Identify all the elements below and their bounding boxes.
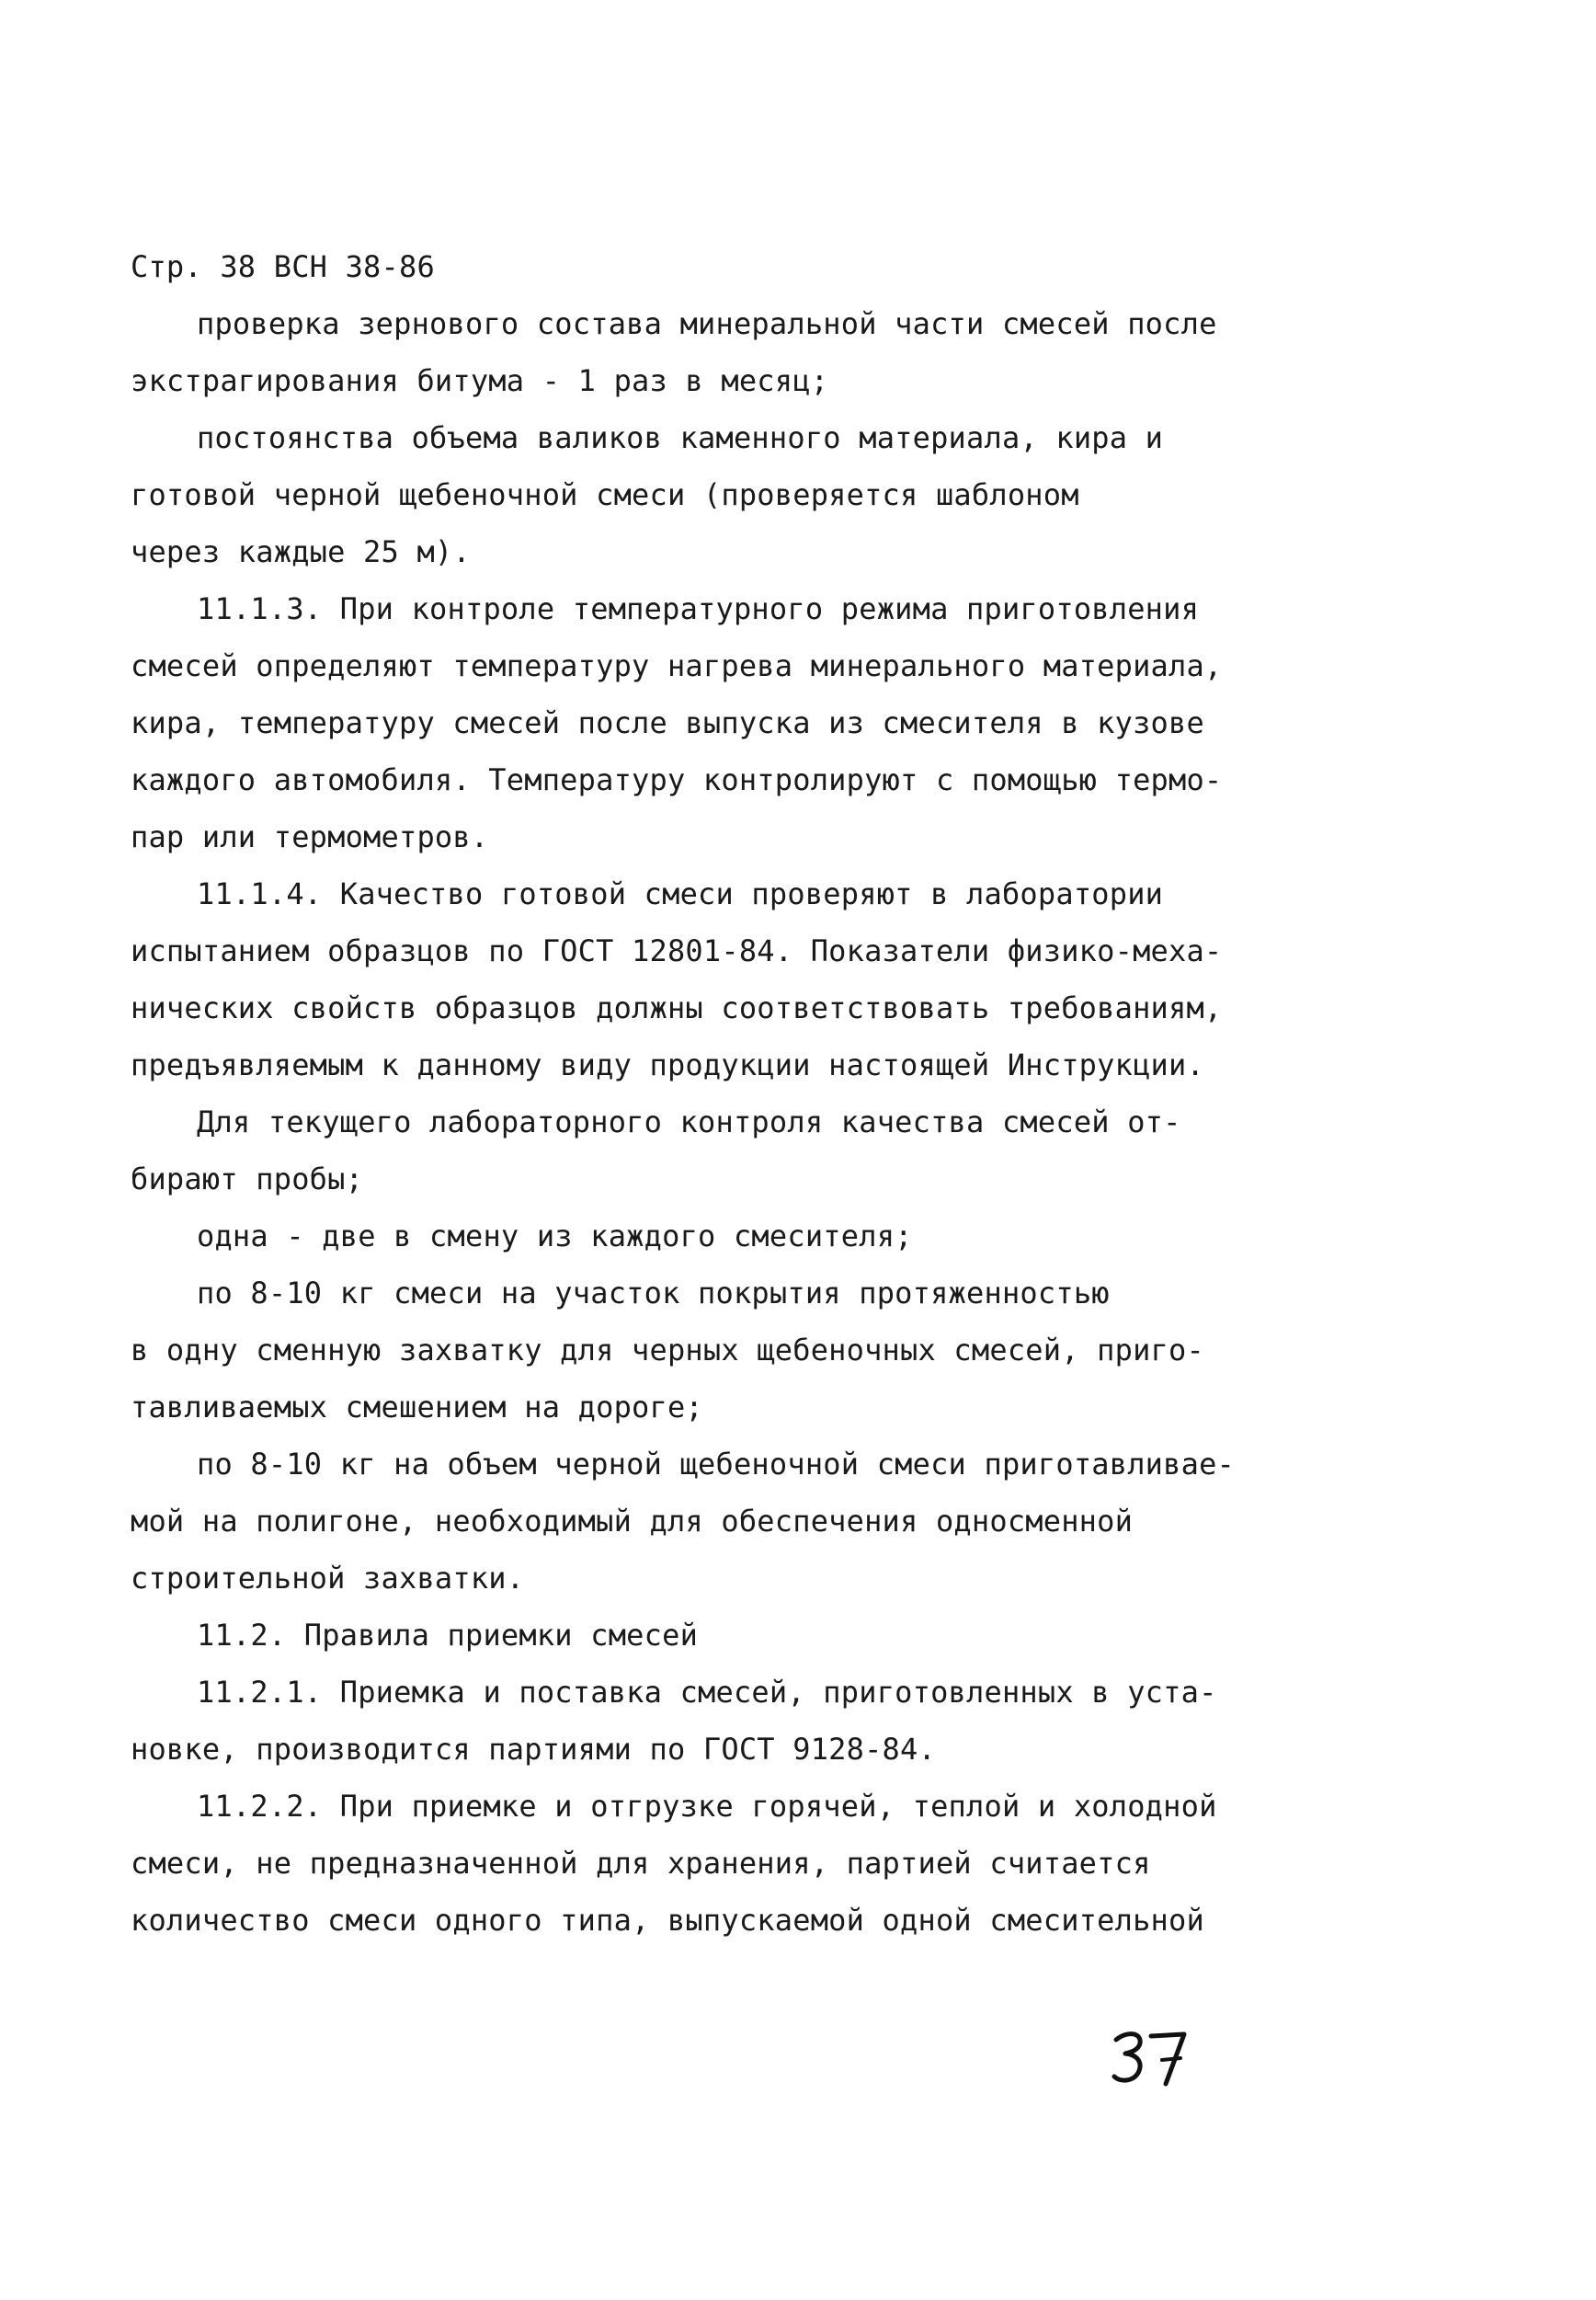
text-line: кира, температуру смесей после выпуска из смесителя в кузове bbox=[131, 705, 1204, 740]
text-line: строительной захватки. bbox=[131, 1561, 525, 1596]
text-line: по 8-10 кг смеси на участок покрытия протяженностью bbox=[197, 1276, 1110, 1310]
text-line: пар или термометров. bbox=[131, 819, 489, 854]
text-line: каждого автомобиля. Температуру контролируют с помощью термо- bbox=[131, 762, 1223, 797]
text-line: 11.2.2. При приемке и отгрузке горячей, теплой и холодной bbox=[197, 1789, 1217, 1824]
text-line: смесей определяют температуру нагрева минерального материала, bbox=[131, 648, 1223, 683]
text-line: мой на полигоне, необходимый для обеспечения односменной bbox=[131, 1504, 1134, 1539]
text-line: испытанием образцов по ГОСТ 12801-84. Показатели физико-меха- bbox=[131, 933, 1223, 968]
text-line: в одну сменную захватку для черных щебеночных смесей, приго- bbox=[131, 1333, 1204, 1367]
text-line: 11.1.3. При контроле температурного режима приготовления bbox=[197, 591, 1200, 626]
text-line: тавливаемых смешением на дороге; bbox=[131, 1390, 703, 1425]
text-line: через каждые 25 м). bbox=[131, 534, 471, 569]
text-line: нических свойств образцов должны соответствовать требованиям, bbox=[131, 990, 1223, 1025]
text-line: предъявляемым к данному виду продукции настоящей Инструкции. bbox=[131, 1047, 1204, 1082]
text-line: смеси, не предназначенной для хранения, партией считается bbox=[131, 1846, 1151, 1881]
page-header: Стр. 38 ВСН 38-86 bbox=[131, 249, 435, 284]
text-line: постоянства объема валиков каменного материала, кира и bbox=[197, 420, 1164, 455]
text-line: новке, производится партиями по ГОСТ 9128-84. bbox=[131, 1732, 936, 1767]
text-line: бирают пробы; bbox=[131, 1161, 364, 1196]
text-line: экстрагирования битума - 1 раз в месяц; bbox=[131, 363, 829, 398]
text-line: готовой черной щебеночной смеси (проверяется шаблоном bbox=[131, 477, 1079, 512]
text-line: 11.2.1. Приемка и поставка смесей, приготовленных в уста- bbox=[197, 1675, 1217, 1710]
text-line: по 8-10 кг на объем черной щебеночной смеси приготавливае- bbox=[197, 1447, 1236, 1482]
handwritten-page-number bbox=[1111, 2023, 1190, 2088]
text-line: количество смеси одного типа, выпускаемой одной смесительной bbox=[131, 1903, 1204, 1938]
text-line: проверка зернового состава минеральной части смесей после bbox=[197, 306, 1217, 341]
section-heading: 11.2. Правила приемки смесей bbox=[197, 1618, 699, 1653]
text-line: 11.1.4. Качество готовой смеси проверяют в лаборатории bbox=[197, 876, 1164, 911]
text-line: одна - две в смену из каждого смесителя; bbox=[197, 1219, 913, 1253]
text-line: Для текущего лабораторного контроля качества смесей от- bbox=[197, 1104, 1181, 1139]
